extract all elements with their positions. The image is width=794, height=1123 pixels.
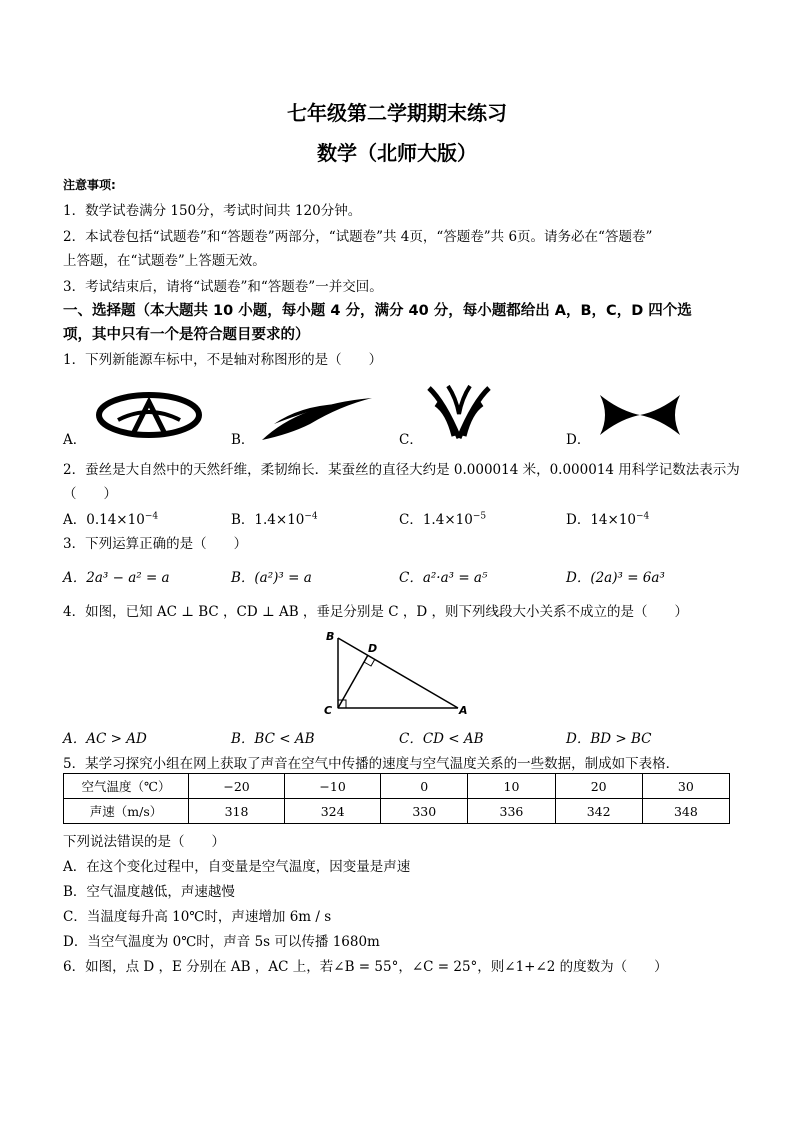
q5-option-a: A．在这个变化过程中，自变量是空气温度，因变量是声速 [63, 859, 411, 875]
table-row-head-speed: 声速（m/s） [64, 799, 189, 824]
q2-option-b-label: B． [231, 512, 255, 528]
question-5-stem: 5．某学习探究小组在网上获取了声音在空气中传播的速度与空气温度关系的一些数据，制成如下表格． [63, 756, 680, 772]
q4-option-d: D．BD > BC [566, 731, 652, 747]
section-heading-line1: 一、选择题（本大题共 10 小题，每小题 4 分，满分 40 分，每小题都给出 A，B，C，D 四个选 [63, 303, 692, 319]
q3-option-a: A．2a³ − a² = a [63, 570, 170, 586]
question-2-stem: 2．蚕丝是大自然中的天然纤维，柔韧绵长．某蚕丝的直径大约是 0.000014 米，0.000014 用科学记数法表示为 [63, 462, 740, 478]
q2-option-c-base: 1.4×10 [422, 512, 473, 528]
page-title: 七年级第二学期期末练习 [287, 101, 507, 125]
q5-option-d: D．当空气温度为 0℃时，声音 5s 可以传播 1680m [63, 934, 380, 950]
q5-option-b: B．空气温度越低，声速越慢 [63, 884, 235, 900]
q2-option-c-label: C． [399, 512, 423, 528]
table-cell: −10 [285, 774, 381, 799]
q4-option-b: B．BC < AB [231, 731, 315, 747]
table-cell: 20 [555, 774, 642, 799]
figure-label-b: B [326, 630, 335, 643]
car-logo-oval-icon [96, 392, 202, 438]
q2-option-c [399, 508, 486, 528]
speed-temperature-table [63, 773, 730, 824]
table-cell: 30 [642, 774, 729, 799]
q4-option-c: C．CD < AB [399, 731, 484, 747]
q5-option-c: C．当温度每升高 10℃时，声速增加 6m / s [63, 909, 332, 925]
table-row [64, 774, 730, 799]
question-5-prompt: 下列说法错误的是（ ） [63, 834, 225, 850]
figure-label-d: D [368, 642, 378, 655]
page-subtitle: 数学（北师大版） [317, 141, 477, 165]
q1-option-c-label: C． [399, 432, 423, 448]
table-cell: 0 [381, 774, 468, 799]
question-2-stem-cont: （ ） [63, 486, 117, 502]
table-cell: 324 [285, 799, 381, 824]
notice-item-3: 3．考试结束后，请将“试题卷”和“答题卷”一并交回。 [63, 279, 383, 295]
notice-item-2-cont: 上答题，在“试题卷”上答题无效。 [63, 253, 266, 269]
section-heading-line2: 项，其中只有一个是符合题目要求的） [63, 327, 310, 343]
question-3-stem: 3．下列运算正确的是（ ） [63, 536, 248, 552]
question-4-stem: 4．如图，已知 AC ⊥ BC ，CD ⊥ AB ，垂足分别是 C ，D ，则下列线段大小关系不成立的是（ ） [63, 604, 688, 620]
q2-option-a-base: 0.14×10 [86, 512, 145, 528]
q1-option-a-label: A． [63, 432, 87, 448]
car-logo-swoosh-icon [260, 394, 375, 442]
q2-option-b-exp: −4 [304, 511, 318, 522]
table-row-head-temperature: 空气温度（℃） [64, 774, 189, 799]
q2-option-d [566, 508, 649, 528]
table-cell: 330 [381, 799, 468, 824]
q2-option-a-label: A． [63, 512, 87, 528]
table-cell: 342 [555, 799, 642, 824]
notice-heading: 注意事项: [63, 178, 116, 192]
table-cell: −20 [189, 774, 285, 799]
notice-item-2: 2．本试卷包括“试题卷”和“答题卷”两部分，“试题卷”共 4页，“答题卷”共 6页。请务必在“答题卷” [63, 229, 653, 245]
figure-label-c: C [324, 704, 333, 717]
car-logo-bowtie-icon [598, 393, 682, 437]
q2-option-c-exp: −5 [472, 511, 487, 522]
table-cell: 318 [189, 799, 285, 824]
q1-option-b-label: B． [231, 432, 255, 448]
table-cell: 10 [468, 774, 555, 799]
q2-option-b [231, 508, 318, 528]
q2-option-b-base: 1.4×10 [254, 512, 305, 528]
question-6-stem: 6．如图，点 D ，E 分别在 AB ，AC 上，若∠B = 55°，∠C = 25°，则∠1+∠2 的度数为（ ） [63, 959, 668, 975]
table-cell: 336 [468, 799, 555, 824]
q2-option-d-exp: −4 [636, 511, 650, 522]
q3-option-c: C．a²·a³ = a⁵ [399, 570, 488, 586]
q2-option-a-exp: −4 [144, 511, 159, 522]
q3-option-b: B．(a²)³ = a [231, 570, 312, 586]
car-logo-wing-icon [426, 384, 492, 440]
triangle-figure [322, 628, 482, 718]
notice-item-1: 1．数学试卷满分 150分，考试时间共 120分钟。 [63, 203, 362, 219]
question-1-stem: 1．下列新能源车标中，不是轴对称图形的是（ ） [63, 352, 383, 368]
table-row [64, 799, 730, 824]
q2-option-a [63, 508, 158, 528]
figure-label-a: A [459, 704, 468, 717]
q2-option-d-base: 14×10 [590, 512, 636, 528]
q4-option-a: A．AC > AD [63, 731, 147, 747]
q2-option-d-label: D． [566, 512, 591, 528]
q3-option-d: D．(2a)³ = 6a³ [566, 570, 665, 586]
table-cell: 348 [642, 799, 729, 824]
q1-option-d-label: D． [566, 432, 591, 448]
